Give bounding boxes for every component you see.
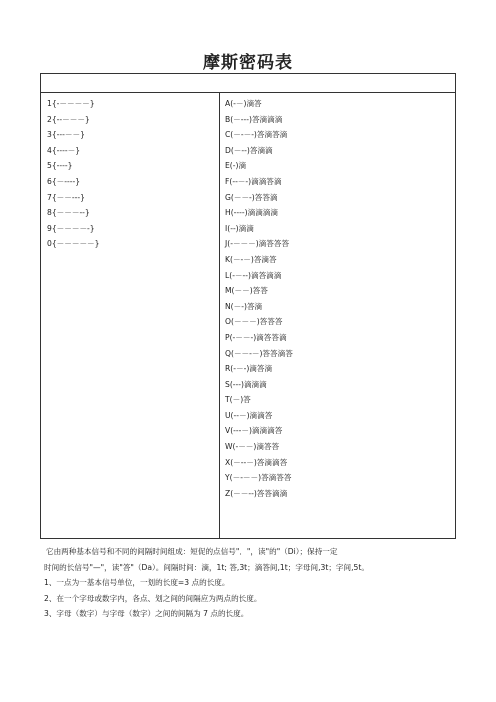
letter-code: M(－－)答答 xyxy=(225,286,268,296)
explanation-notes xyxy=(44,544,460,622)
letter-code: J(-－－－)滴答答答 xyxy=(225,239,290,249)
letter-code: I(--)滴滴 xyxy=(225,223,254,233)
digit-code: 3{---－－} xyxy=(47,130,85,140)
letter-code: N(－-)答滴 xyxy=(225,301,263,311)
letter-code: R(-－-)滴答滴 xyxy=(225,364,273,374)
letters-column xyxy=(225,96,293,501)
digit-code: 5{----} xyxy=(47,161,73,171)
note-paragraph: 时间的长信号"—"，读"答"（Da）。间隔时间：滴，1t; 答,3t；滴答间,1t；字母间,3t；字间,5t。 xyxy=(44,562,369,572)
digit-code: 2{--－－－} xyxy=(47,114,90,124)
letter-code: P(-－－-)滴答答滴 xyxy=(225,332,287,342)
letter-code: T(－)答 xyxy=(225,395,251,405)
letter-code: D(－--)答滴滴 xyxy=(225,145,273,155)
letter-code: O(－－－)答答答 xyxy=(225,317,283,327)
note-rule-1: 1、一点为一基本信号单位，一划的长度=3 点的长度。 xyxy=(44,578,230,588)
letter-code: L(-－--)滴答滴滴 xyxy=(225,270,282,280)
letter-code: X(－--－)答滴滴答 xyxy=(225,457,288,467)
letter-code: G(－－-)答答滴 xyxy=(225,192,278,202)
letter-code: U(--－)滴滴答 xyxy=(225,410,273,420)
column-divider xyxy=(219,92,220,538)
letter-code: A(-－)滴答 xyxy=(225,99,262,108)
letter-code: Z(－－--)答答滴滴 xyxy=(225,488,288,498)
note-paragraph: 它由两种基本信号和不同的间隔时间组成：短促的点信号"．"，读"的"（Di）；保持一定 xyxy=(46,547,338,556)
letter-code: Q(－－-－)答答滴答 xyxy=(225,348,293,358)
digit-code: 0{－－－－－} xyxy=(47,239,100,249)
digit-code: 1{-－－－－} xyxy=(47,99,95,108)
digits-column xyxy=(47,96,99,252)
digit-code: 8{－－－--} xyxy=(47,208,90,218)
page-title: 摩斯密码表 xyxy=(203,53,293,73)
morse-table xyxy=(40,73,456,539)
letter-code: C(－-－-)答滴答滴 xyxy=(225,130,288,140)
letter-code: F(--－-)滴滴答滴 xyxy=(225,176,282,186)
letter-code: B(－---)答滴滴滴 xyxy=(225,114,283,124)
digit-code: 6{－----} xyxy=(47,176,81,186)
letter-code: K(－-－)答滴答 xyxy=(225,254,277,264)
letter-code: E(-)滴 xyxy=(225,161,247,171)
letter-code: W(-－－)滴答答 xyxy=(225,442,280,452)
digit-code: 7{－－---} xyxy=(47,192,85,202)
table-header-row xyxy=(41,74,455,93)
note-rule-3: 3、字母（数字）与字母（数字）之间的间隔为 7 点的长度。 xyxy=(44,609,249,619)
digit-code: 4{----－} xyxy=(47,145,81,155)
letter-code: S(---)滴滴滴 xyxy=(225,379,267,389)
letter-code: H(----)滴滴滴滴 xyxy=(225,208,278,218)
digit-code: 9{－－－－-} xyxy=(47,223,95,233)
letter-code: V(---－)滴滴滴答 xyxy=(225,426,283,436)
letter-code: Y(－-－－)答滴答答 xyxy=(225,473,292,483)
note-rule-2: 2、在一个字母或数字内，各点、划之间的间隔应为两点的长度。 xyxy=(44,593,262,603)
